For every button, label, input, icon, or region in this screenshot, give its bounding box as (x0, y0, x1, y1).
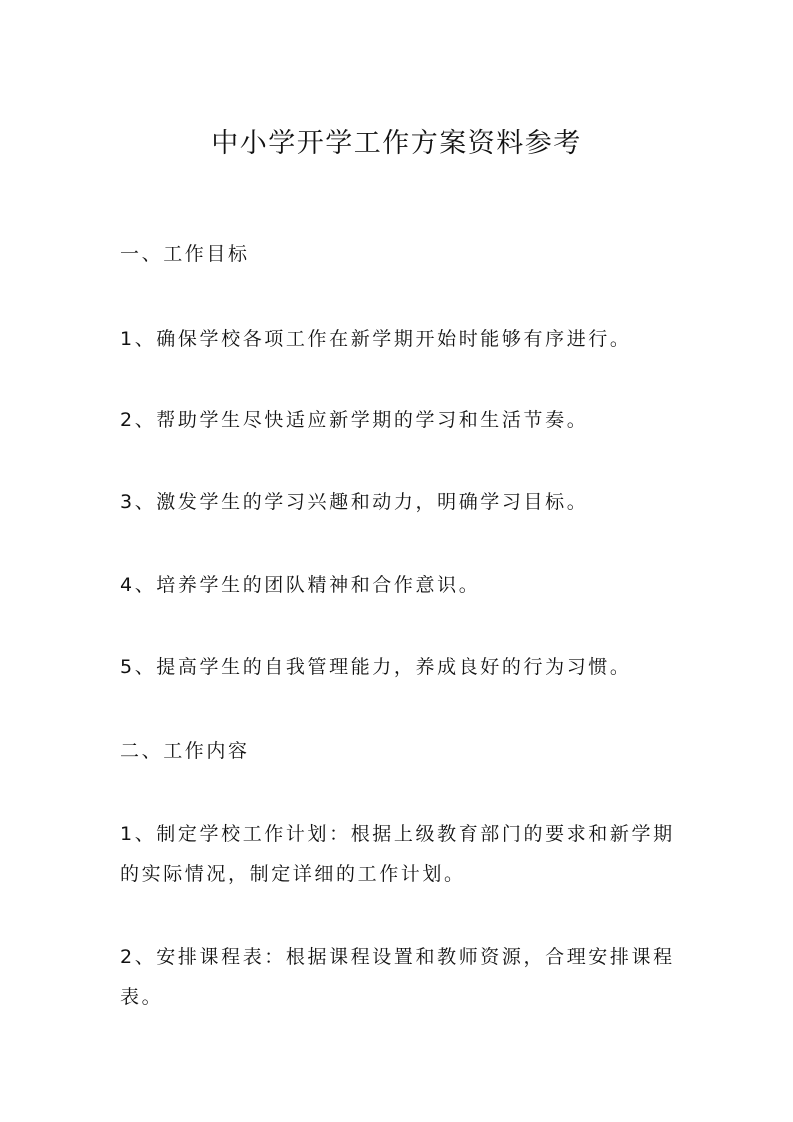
content-item: 1、制定学校工作计划：根据上级教育部门的要求和新学期的实际情况，制定详细的工作计划。 (120, 823, 675, 885)
content-item: 2、安排课程表：根据课程设置和教师资源，合理安排课程表。 (120, 946, 675, 1008)
goal-item: 5、提高学生的自我管理能力，养成良好的行为习惯。 (120, 656, 632, 678)
document-title: 中小学开学工作方案资料参考 (211, 128, 582, 159)
goal-item: 2、帮助学生尽快适应新学期的学习和生活节奏。 (120, 409, 589, 431)
goal-item: 1、确保学校各项工作在新学期开始时能够有序进行。 (120, 328, 632, 350)
section-heading-content: 二、工作内容 (120, 740, 250, 762)
goal-item: 3、激发学生的学习兴趣和动力，明确学习目标。 (120, 491, 589, 513)
goal-item: 4、培养学生的团队精神和合作意识。 (120, 574, 481, 596)
section-heading-goals: 一、工作目标 (120, 243, 250, 265)
